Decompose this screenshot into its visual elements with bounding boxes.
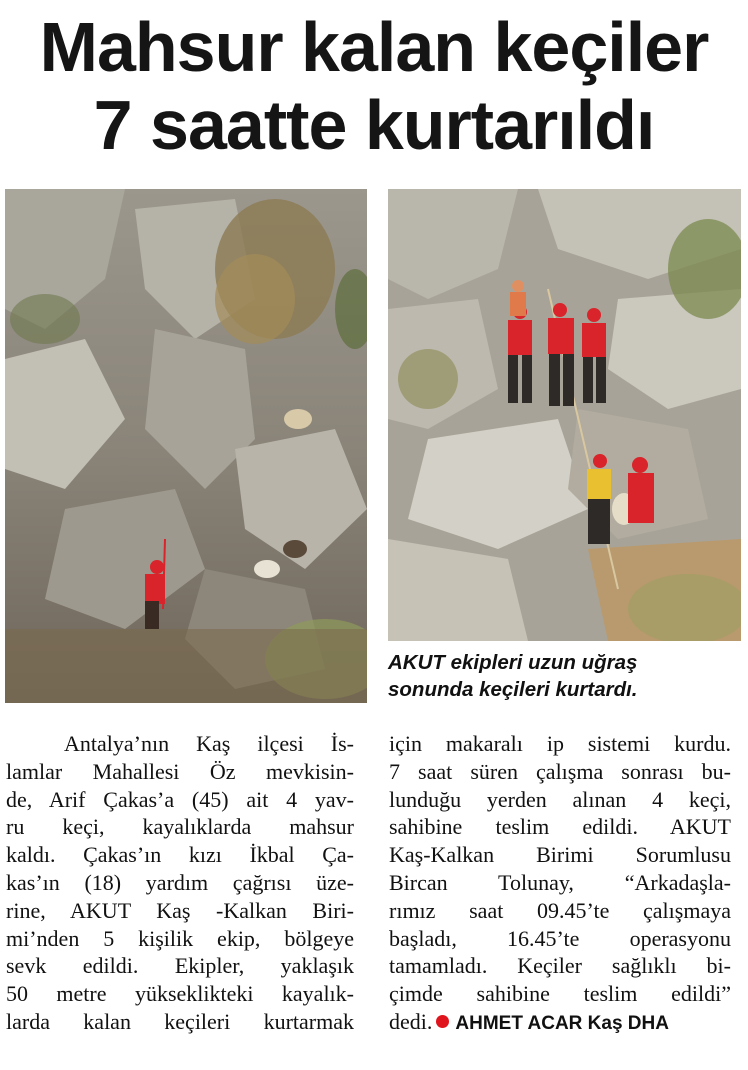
body-line: sahibine teslim edildi. AKUT xyxy=(389,814,731,840)
photo-caption xyxy=(388,649,744,703)
body-column-left xyxy=(6,730,354,1036)
caption-line-1: AKUT ekipleri uzun uğraş xyxy=(388,651,638,674)
goat-3 xyxy=(283,540,307,558)
body-column-right xyxy=(389,730,731,1038)
body-line: tamamladı. Keçiler sağlıklı bi- xyxy=(389,953,731,979)
goat-1 xyxy=(284,409,312,429)
body-line: için makaralı ip sistemi kurdu. xyxy=(389,731,731,756)
caption-line-2: sonunda keçileri kurtardı. xyxy=(388,678,638,701)
body-line: mi’nden 5 kişilik ekip, bölgeye xyxy=(6,925,354,951)
body-line: 50 metre yükseklikteki kayalık- xyxy=(6,981,354,1007)
headline-line-2: 7 saatte kurtarıldı xyxy=(93,86,655,164)
rescuer-4 xyxy=(510,280,526,316)
body-line: ru keçi, kayalıklarda mahsur xyxy=(6,814,354,840)
body-line: kaldı. Çakas’ın kızı İkbal Ça- xyxy=(6,842,354,868)
rescue-illustration xyxy=(388,189,741,641)
byline: AHMET ACAR Kaş DHA xyxy=(455,1012,669,1034)
headline xyxy=(0,8,748,164)
body-line: larda kalan keçileri kurtarmak xyxy=(6,1008,354,1034)
goats-on-cliff-photo xyxy=(5,189,367,703)
body-last-line xyxy=(389,1008,731,1038)
headline-line-1: Mahsur kalan keçiler xyxy=(39,8,709,86)
body-line: rine, AKUT Kaş -Kalkan Biri- xyxy=(6,897,354,923)
body-line: Antalya’nın Kaş ilçesi İs- xyxy=(64,731,354,756)
body-line: kas’ın (18) yardım çağrısı üze- xyxy=(6,869,354,895)
body-line: Kaş-Kalkan Birimi Sorumlusu xyxy=(389,842,731,868)
rescue-team-photo xyxy=(388,189,741,641)
body-line: de, Arif Çakas’a (45) ait 4 yav- xyxy=(6,786,354,812)
body-line: sevk edildi. Ekipler, yaklaşık xyxy=(6,953,354,979)
byline-dot-icon xyxy=(436,1015,449,1028)
body-line: Bircan Tolunay, “Arkadaşla- xyxy=(389,869,731,895)
body-last-word: dedi. xyxy=(389,1008,433,1034)
body-line: çimde sahibine teslim edildi” xyxy=(389,981,731,1007)
body-line: başladı, 16.45’te operasyonu xyxy=(389,925,731,951)
goat-2 xyxy=(254,560,280,578)
body-line: 7 saat süren çalışma sonrası bu- xyxy=(389,758,731,784)
body-line: lunduğu yerden alınan 4 keçi, xyxy=(389,786,731,812)
cliff-illustration xyxy=(5,189,367,703)
body-line: lamlar Mahallesi Öz mevkisin- xyxy=(6,758,354,784)
body-line: rımız saat 09.45’te çalışmaya xyxy=(389,897,731,923)
